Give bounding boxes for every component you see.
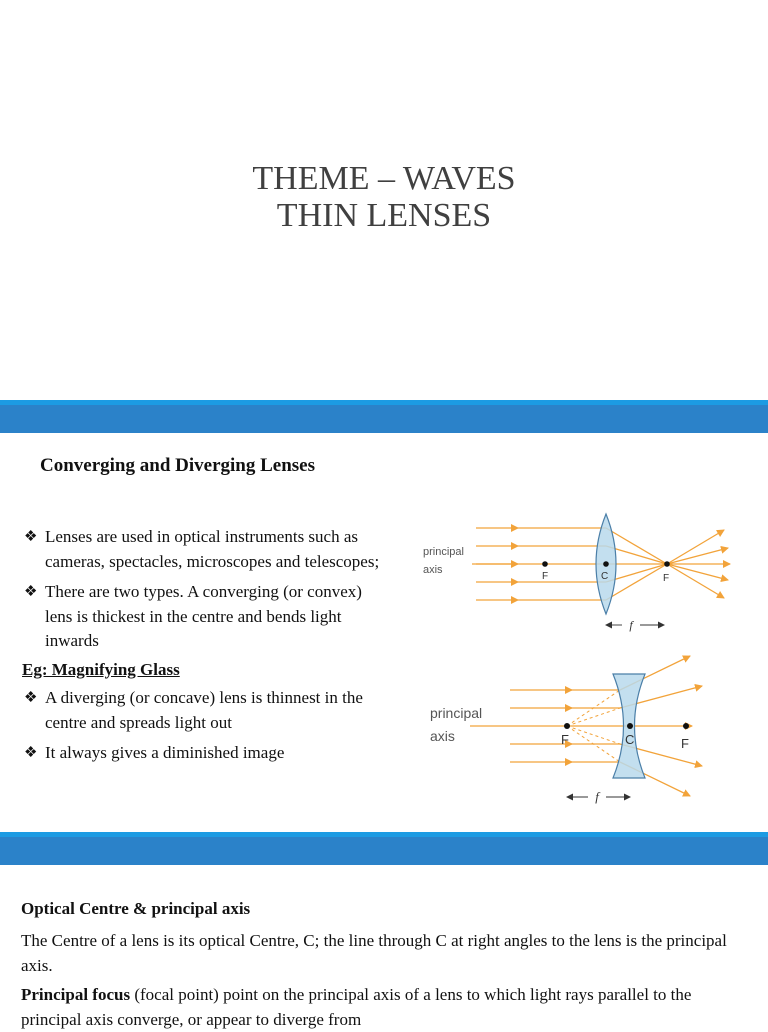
bullet-item [24,525,384,574]
focus-label: F [561,732,569,747]
lenses-slide [0,433,768,832]
focus-point [664,561,670,567]
paragraph [21,982,751,1032]
focus-point [683,723,689,729]
example-label: Eg: Magnifying Glass [22,659,180,679]
centre-label: C [601,571,609,582]
focus-label: F [542,571,549,582]
focal-length-label: f [595,789,599,804]
slide-divider-band [0,832,768,865]
principal-axis-label: axis [423,564,443,576]
optical-centre-slide [0,865,768,1029]
diamond-bullet-icon: ❖ [24,690,38,706]
principal-axis-label: principal [423,546,464,558]
bullet-text: It always gives a diminished image [45,743,285,762]
diverging-lens-diagram [430,656,702,804]
bullet-list [24,525,384,772]
focus-point [542,561,548,567]
lens-diagrams [410,508,750,808]
centre-label: C [625,732,635,747]
bullet-text: Lenses are used in optical instruments such as cameras, spectacles, microscopes and telescopes; [45,527,380,571]
paragraph: The Centre of a lens is its optical Centre, C; the line through C at right angles to the lens is the principal axis. [21,931,727,975]
definition-text: (focal point) point on the principal axis of a lens to which light rays parallel to the principal axis converge, or appear to diverge from [21,985,692,1029]
slide-heading: Converging and Diverging Lenses [40,455,315,476]
title-slide [0,0,768,400]
title-line-2: THIN LENSES [276,197,492,234]
focus-label: F [663,573,670,584]
bullet-text: A diverging (or concave) lens is thinnest in the centre and spreads light out [45,688,363,732]
focal-length-label: f [629,618,633,632]
converging-lens-diagram [423,514,730,632]
bullet-item [24,580,384,654]
term-principal-focus: Principal focus [21,985,131,1004]
diamond-bullet-icon: ❖ [24,584,38,600]
focus-point [564,723,570,729]
slide-heading: Optical Centre & principal axis [21,899,251,918]
principal-axis-label: axis [430,728,455,744]
title-line-1: THEME – WAVES [252,160,516,197]
slide-title [0,160,768,234]
centre-point [603,561,609,567]
bullet-text: There are two types. A converging (or convex) lens is thickest in the centre and bends light inwards [45,582,362,650]
centre-point [627,723,633,729]
bullet-item [24,686,384,735]
diamond-bullet-icon: ❖ [24,745,38,761]
diamond-bullet-icon: ❖ [24,529,38,545]
focus-label: F [681,736,689,751]
bullet-item [24,741,384,766]
slide-divider-band [0,400,768,433]
principal-axis-label: principal [430,705,483,721]
